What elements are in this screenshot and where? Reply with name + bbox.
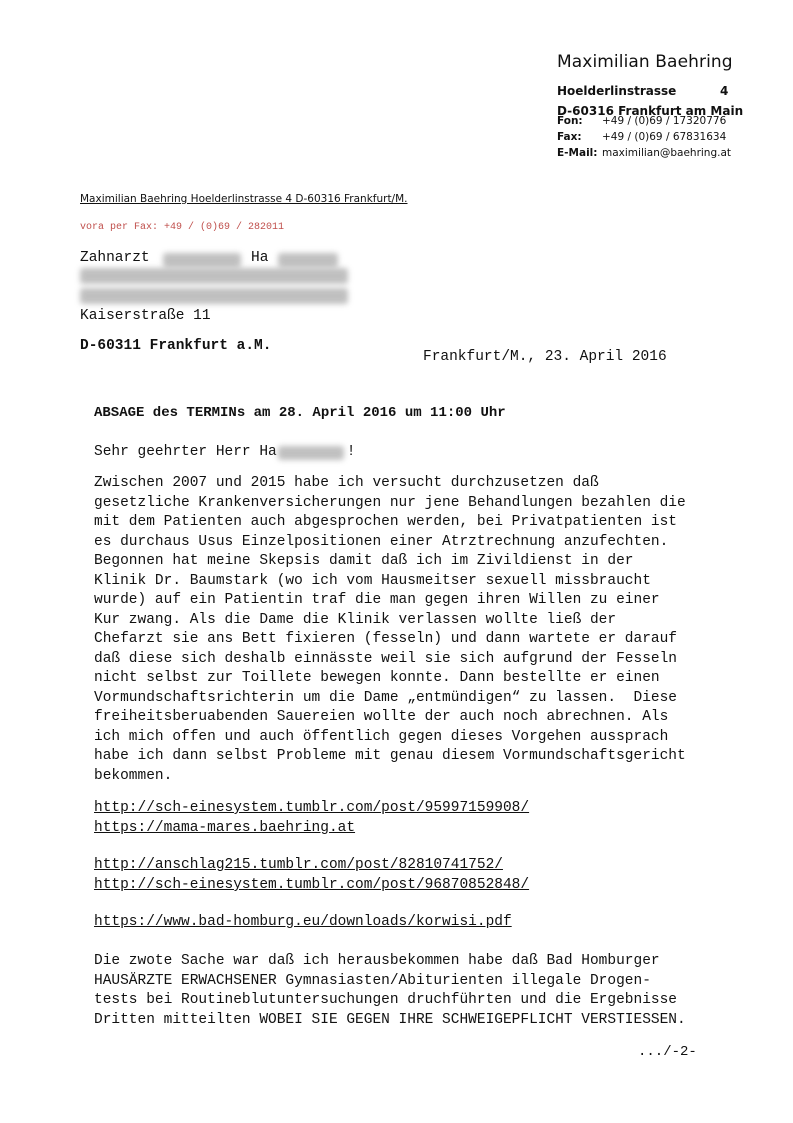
closing-line: tests bei Routineblutuntersuchungen druchführten und die Ergebnisse [94,992,677,1008]
email-value: maximilian@baehring.at [602,147,732,159]
recipient-title: Zahnarzt [80,250,150,266]
fax-value: +49 / (0)69 / 67831634 [602,131,727,143]
redacted-salutation-name [278,446,344,460]
sender-city: D-60316 Frankfurt am Main [557,104,744,118]
date-line: Frankfurt/M., 23. April 2016 [423,349,667,365]
closing-paragraph [94,952,686,1030]
body-line: gesetzliche Krankenversicherungen nur jene Behandlungen bezahlen die [94,494,686,511]
redacted-recipient-line-2 [80,268,348,284]
body-line: bekommen. [94,767,173,784]
body-line: Chefarzt sie ans Bett fixieren (fesseln) und dann wartete er darauf [94,631,677,647]
sender-street: Hoelderlinstrasse [557,84,677,98]
closing-line: Die zwote Sache war daß ich herausbekommen habe daß Bad Homburger [94,953,660,969]
letter-body [94,474,734,786]
subject-line: ABSAGE des TERMINs am 28. April 2016 um 11:00 Uhr [94,405,506,421]
body-line: Begonnen hat meine Skepsis damit daß ich im Zivildienst in der [94,553,634,569]
salutation-end: ! [346,444,356,460]
link-anschlag215[interactable]: http://anschlag215.tumblr.com/post/82810741752/ [94,857,503,873]
link-sch-einesystem-2[interactable]: http://sch-einesystem.tumblr.com/post/96870852848/ [94,877,530,893]
body-line: daß diese sich deshalb einnässte weil sie sich aufgrund der Fesseln [94,650,677,667]
body-line: Kur zwang. Als die Dame die Klinik verlassen wollte ließ der [94,611,617,628]
body-line: es durchaus Usus Einzelpositionen einer Atrztrechnung anzufechten. [94,533,669,550]
link-sch-einesystem-1[interactable]: http://sch-einesystem.tumblr.com/post/95997159908/ [94,800,530,816]
closing-line: HAUSÄRZTE ERWACHSENER Gymnasiasten/Abiturienten illegale Drogen- [94,972,651,989]
closing-line: Dritten mitteilten WOBEI SIE GEGEN IHRE SCHWEIGEPFLICHT VERSTIESSEN. [94,1011,686,1028]
return-address-line: Maximilian Baehring Hoelderlinstrasse 4 D-60316 Frankfurt/M. [80,193,408,205]
salutation-text: Sehr geehrter Herr Ha [94,444,277,460]
fax-label: Fax: [557,131,582,143]
body-line: habe ich dann selbst Probleme mit genau diesem Vormundschaftsgericht [94,748,686,764]
recipient-zip-city: D-60311 Frankfurt a.M. [80,338,272,354]
recipient-name-fragment: Ha [251,250,269,266]
redacted-recipient-first-name [163,253,241,268]
body-line: nicht selbst zur Toillete bewegen konnte. Dann bestellte er einen [94,670,660,686]
sender-name: Maximilian Baehring [557,52,733,72]
body-line: ich mich offen und auch öffentlich gegen dieses Vorgehen aussprach [94,728,669,745]
body-line: wurde) auf ein Patientin traf die man gegen ihren Willen zu einer [94,592,660,608]
body-line: mit dem Patienten auch abgesprochen werden, bei Privatpatienten ist [94,514,677,530]
page-continuation: .../-2- [638,1044,697,1060]
recipient-street: Kaiserstraße 11 [80,308,211,324]
link-bad-homburg-pdf[interactable]: https://www.bad-homburg.eu/downloads/korwisi.pdf [94,914,512,930]
fon-value: +49 / (0)69 / 17320776 [602,115,727,127]
redacted-recipient-line-3 [80,288,348,304]
fax-note: vora per Fax: +49 / (0)69 / 282011 [80,222,285,233]
body-line: freiheitsberuabenden Sauereien wollte der auch noch abrechnen. Als [94,709,669,725]
body-line: Vormundschaftsrichterin um die Dame „entmündigen“ zu lassen. Diese [94,689,677,706]
fon-label: Fon: [557,115,583,127]
link-mama-mares[interactable]: https://mama-mares.baehring.at [94,820,356,836]
redacted-recipient-last-name [278,253,338,268]
sender-house-number: 4 [720,84,729,98]
body-line: Klinik Dr. Baumstark (wo ich vom Hausmeitser sexuell missbraucht [94,572,651,589]
email-label: E-Mail: [557,147,598,159]
body-line: Zwischen 2007 und 2015 habe ich versucht durchzusetzen daß [94,475,599,491]
